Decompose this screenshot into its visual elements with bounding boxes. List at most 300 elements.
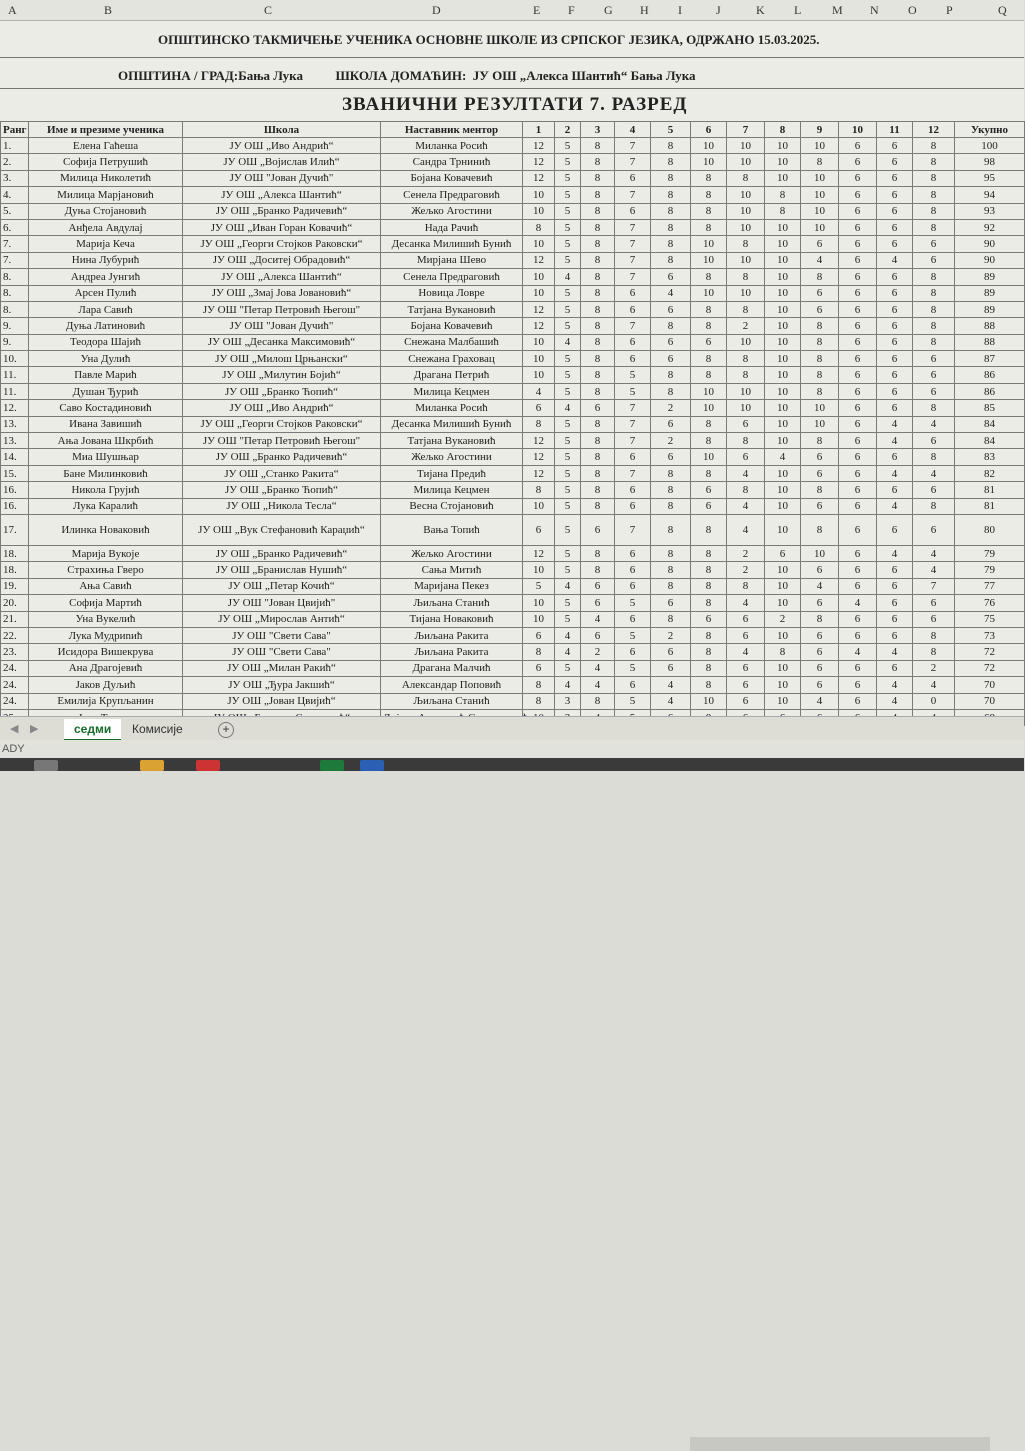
next-sheet-icon[interactable]: ▶ <box>30 722 39 735</box>
table-cell[interactable]: 4 <box>913 416 955 432</box>
table-cell[interactable]: ЈУ ОШ „Милутин Бојић“ <box>183 367 381 383</box>
table-cell[interactable]: 8 <box>801 351 839 367</box>
table-cell[interactable]: 6 <box>877 400 913 416</box>
table-cell[interactable]: 5 <box>523 578 555 594</box>
table-cell[interactable]: 8 <box>727 433 765 449</box>
column-letter[interactable]: K <box>756 3 765 17</box>
table-cell[interactable]: Сенела Предраговић <box>381 187 523 203</box>
table-cell[interactable]: 8 <box>913 498 955 514</box>
table-cell[interactable]: 10 <box>523 595 555 611</box>
table-cell[interactable]: Снежана Малбашић <box>381 334 523 350</box>
column-header[interactable]: 3 <box>581 122 615 138</box>
table-cell[interactable]: 8 <box>691 187 727 203</box>
table-cell[interactable]: 12 <box>523 465 555 481</box>
column-header[interactable]: 12 <box>913 122 955 138</box>
table-cell[interactable]: 6 <box>839 187 877 203</box>
table-cell[interactable]: 4 <box>581 677 615 693</box>
table-cell[interactable]: 8 <box>581 138 615 154</box>
table-cell[interactable]: 7 <box>913 578 955 594</box>
table-cell[interactable]: ЈУ ОШ "Јован Дучић" <box>183 170 381 186</box>
table-cell[interactable]: 8 <box>581 367 615 383</box>
table-cell[interactable]: 10. <box>1 351 29 367</box>
table-cell[interactable]: 4 <box>801 252 839 268</box>
table-cell[interactable]: 8 <box>765 203 801 219</box>
table-cell[interactable]: 8 <box>581 219 615 235</box>
table-cell[interactable]: 10 <box>523 498 555 514</box>
table-cell[interactable]: 6 <box>877 301 913 317</box>
table-cell[interactable]: 4 <box>523 383 555 399</box>
table-cell[interactable]: Жељко Агостини <box>381 449 523 465</box>
column-letter[interactable]: M <box>832 3 843 17</box>
table-cell[interactable]: 16. <box>1 482 29 498</box>
table-cell[interactable]: 9. <box>1 334 29 350</box>
table-cell[interactable]: 8 <box>727 301 765 317</box>
table-cell[interactable]: 8 <box>801 318 839 334</box>
table-cell[interactable]: 8 <box>913 154 955 170</box>
table-cell[interactable]: 7 <box>615 416 651 432</box>
table-cell[interactable]: 6 <box>877 154 913 170</box>
table-cell[interactable]: 2 <box>651 400 691 416</box>
table-cell[interactable]: Татјана Вукановић <box>381 301 523 317</box>
table-cell[interactable]: 7 <box>615 269 651 285</box>
table-cell[interactable]: Лука Каралић <box>29 498 183 514</box>
table-cell[interactable]: 15. <box>1 465 29 481</box>
table-cell[interactable]: 6 <box>839 203 877 219</box>
table-cell[interactable]: 79 <box>955 562 1025 578</box>
table-cell[interactable]: 8 <box>581 301 615 317</box>
table-cell[interactable]: ЈУ ОШ „Бранко Ћопић“ <box>183 482 381 498</box>
table-cell[interactable]: 10 <box>691 400 727 416</box>
table-cell[interactable]: 8 <box>651 578 691 594</box>
table-cell[interactable]: Тијана Новаковић <box>381 611 523 627</box>
column-header[interactable]: 11 <box>877 122 913 138</box>
table-cell[interactable]: 10 <box>727 334 765 350</box>
table-cell[interactable]: 10 <box>765 252 801 268</box>
table-cell[interactable]: 6 <box>651 660 691 676</box>
table-cell[interactable]: 8 <box>913 644 955 660</box>
table-cell[interactable]: 6 <box>651 334 691 350</box>
table-cell[interactable]: 7 <box>615 514 651 545</box>
table-cell[interactable]: 6 <box>839 252 877 268</box>
table-cell[interactable]: 6 <box>913 367 955 383</box>
table-cell[interactable]: 6 <box>913 611 955 627</box>
table-cell[interactable]: 7 <box>615 465 651 481</box>
table-cell[interactable]: 4 <box>877 693 913 709</box>
table-cell[interactable]: 6 <box>913 433 955 449</box>
table-cell[interactable]: 8 <box>913 318 955 334</box>
table-cell[interactable]: 2 <box>913 660 955 676</box>
table-cell[interactable]: 87 <box>955 351 1025 367</box>
table-cell[interactable]: 10 <box>523 285 555 301</box>
table-cell[interactable]: 10 <box>765 219 801 235</box>
table-cell[interactable]: 8 <box>581 562 615 578</box>
table-cell[interactable]: 6 <box>839 170 877 186</box>
table-cell[interactable]: 4 <box>801 578 839 594</box>
table-cell[interactable]: 10 <box>801 400 839 416</box>
table-cell[interactable]: 4 <box>581 660 615 676</box>
table-cell[interactable]: ЈУ ОШ „Десанка Максимовић“ <box>183 334 381 350</box>
table-cell[interactable]: 8 <box>691 465 727 481</box>
table-cell[interactable]: 8 <box>913 449 955 465</box>
table-cell[interactable]: 6 <box>691 482 727 498</box>
table-cell[interactable]: 8 <box>913 400 955 416</box>
table-cell[interactable]: 5. <box>1 203 29 219</box>
table-cell[interactable]: 4 <box>913 562 955 578</box>
table-cell[interactable]: 10 <box>691 383 727 399</box>
table-cell[interactable]: 10 <box>691 693 727 709</box>
table-cell[interactable]: 6 <box>801 595 839 611</box>
table-cell[interactable]: 8 <box>801 611 839 627</box>
table-cell[interactable]: 4 <box>877 545 913 561</box>
table-cell[interactable]: 8 <box>691 219 727 235</box>
column-header[interactable]: Школа <box>183 122 381 138</box>
table-cell[interactable]: 10 <box>523 562 555 578</box>
table-cell[interactable]: 98 <box>955 154 1025 170</box>
table-cell[interactable]: 4 <box>581 611 615 627</box>
table-cell[interactable]: Бане Милинковић <box>29 465 183 481</box>
table-cell[interactable]: 10 <box>691 252 727 268</box>
table-cell[interactable]: 5 <box>615 383 651 399</box>
table-cell[interactable]: 72 <box>955 644 1025 660</box>
table-cell[interactable]: 6 <box>801 677 839 693</box>
add-sheet-button[interactable]: + <box>218 722 234 738</box>
table-cell[interactable]: 8 <box>691 203 727 219</box>
table-cell[interactable]: Десанка Милишић Бунић <box>381 416 523 432</box>
table-cell[interactable]: Александар Поповић <box>381 677 523 693</box>
table-cell[interactable]: 10 <box>727 187 765 203</box>
table-cell[interactable]: 8 <box>691 416 727 432</box>
taskbar-folder-icon[interactable] <box>140 760 164 771</box>
table-cell[interactable]: 5 <box>555 252 581 268</box>
table-cell[interactable]: 8 <box>727 578 765 594</box>
table-cell[interactable]: 6 <box>801 562 839 578</box>
table-cell[interactable]: 5 <box>555 367 581 383</box>
table-cell[interactable]: 6 <box>877 611 913 627</box>
table-cell[interactable]: 4 <box>555 334 581 350</box>
table-cell[interactable]: 10 <box>765 367 801 383</box>
table-cell[interactable]: 6 <box>839 627 877 643</box>
table-cell[interactable]: 6 <box>691 498 727 514</box>
column-letter[interactable]: H <box>640 3 649 17</box>
table-cell[interactable]: 10 <box>765 595 801 611</box>
table-cell[interactable]: 4 <box>651 677 691 693</box>
table-cell[interactable]: 12 <box>523 138 555 154</box>
table-cell[interactable]: Весна Стојановић <box>381 498 523 514</box>
table-cell[interactable]: 10 <box>765 693 801 709</box>
spreadsheet-grid[interactable] <box>0 0 1024 716</box>
table-cell[interactable]: 6 <box>839 269 877 285</box>
table-cell[interactable]: 8 <box>801 482 839 498</box>
table-cell[interactable]: 7 <box>615 433 651 449</box>
table-cell[interactable]: 8 <box>913 627 955 643</box>
table-cell[interactable]: 10 <box>765 627 801 643</box>
table-cell[interactable]: 5 <box>555 219 581 235</box>
table-cell[interactable]: Лара Савић <box>29 301 183 317</box>
table-cell[interactable]: 2 <box>727 318 765 334</box>
column-letter[interactable]: D <box>432 3 441 17</box>
table-cell[interactable]: ЈУ ОШ „Јован Цвијић“ <box>183 693 381 709</box>
table-cell[interactable]: 10 <box>523 269 555 285</box>
table-cell[interactable]: 8 <box>691 269 727 285</box>
table-cell[interactable]: 10 <box>765 383 801 399</box>
table-cell[interactable]: 6 <box>913 514 955 545</box>
table-cell[interactable]: 10 <box>523 351 555 367</box>
table-cell[interactable]: 8 <box>651 187 691 203</box>
table-cell[interactable]: 6 <box>877 482 913 498</box>
table-cell[interactable]: 83 <box>955 449 1025 465</box>
table-cell[interactable]: 4 <box>727 498 765 514</box>
table-cell[interactable]: 24. <box>1 693 29 709</box>
table-cell[interactable]: 6 <box>839 351 877 367</box>
table-cell[interactable]: 12 <box>523 449 555 465</box>
table-cell[interactable]: 5 <box>555 562 581 578</box>
table-cell[interactable]: 8 <box>581 416 615 432</box>
table-cell[interactable]: 6 <box>839 611 877 627</box>
column-letter[interactable]: G <box>604 3 613 17</box>
table-cell[interactable]: 10 <box>801 203 839 219</box>
table-cell[interactable]: 6 <box>913 351 955 367</box>
table-cell[interactable]: 5 <box>555 203 581 219</box>
table-cell[interactable]: 4 <box>727 514 765 545</box>
table-cell[interactable]: 13. <box>1 416 29 432</box>
table-cell[interactable]: 4 <box>555 644 581 660</box>
table-cell[interactable]: 7 <box>615 138 651 154</box>
table-cell[interactable]: 8 <box>581 187 615 203</box>
table-cell[interactable]: Страхиња Гверо <box>29 562 183 578</box>
table-cell[interactable]: 6 <box>877 318 913 334</box>
table-cell[interactable]: 12 <box>523 318 555 334</box>
table-cell[interactable]: Уна Дулић <box>29 351 183 367</box>
table-cell[interactable]: 1. <box>1 138 29 154</box>
table-cell[interactable]: 8 <box>581 545 615 561</box>
table-cell[interactable]: Теодора Шајић <box>29 334 183 350</box>
table-cell[interactable]: ЈУ ОШ „Алекса Шантић“ <box>183 187 381 203</box>
table-cell[interactable]: 7 <box>615 318 651 334</box>
table-cell[interactable]: ЈУ ОШ „Георги Стојков Раковски“ <box>183 236 381 252</box>
table-cell[interactable]: 84 <box>955 433 1025 449</box>
table-cell[interactable]: ЈУ ОШ „Петар Кочић“ <box>183 578 381 594</box>
table-cell[interactable]: Саво Костадиновић <box>29 400 183 416</box>
table-cell[interactable]: 8 <box>691 433 727 449</box>
table-cell[interactable]: 8 <box>651 154 691 170</box>
table-cell[interactable]: Милица Марјановић <box>29 187 183 203</box>
table-cell[interactable]: 8 <box>727 236 765 252</box>
table-cell[interactable]: 6 <box>839 416 877 432</box>
table-cell[interactable]: Марија Кеча <box>29 236 183 252</box>
table-cell[interactable]: 10 <box>765 514 801 545</box>
column-letter[interactable]: E <box>533 3 541 17</box>
table-cell[interactable]: ЈУ ОШ „Иво Андрић“ <box>183 400 381 416</box>
table-cell[interactable]: 6 <box>615 203 651 219</box>
table-cell[interactable]: 4 <box>877 465 913 481</box>
table-cell[interactable]: 2 <box>651 627 691 643</box>
table-cell[interactable]: Дуња Стојановић <box>29 203 183 219</box>
table-cell[interactable]: 8 <box>691 367 727 383</box>
table-cell[interactable]: Марија Вукоје <box>29 545 183 561</box>
table-cell[interactable]: 8 <box>691 170 727 186</box>
table-cell[interactable]: 6 <box>839 383 877 399</box>
table-cell[interactable]: Мирјана Шево <box>381 252 523 268</box>
table-cell[interactable]: ЈУ ОШ „Бранко Радичевић“ <box>183 545 381 561</box>
column-header[interactable]: 5 <box>651 122 691 138</box>
table-cell[interactable]: Милица Кецмен <box>381 482 523 498</box>
table-cell[interactable]: ЈУ ОШ „Станко Ракита“ <box>183 465 381 481</box>
table-cell[interactable]: Маријана Пекез <box>381 578 523 594</box>
taskbar-word-icon[interactable] <box>360 760 384 771</box>
table-cell[interactable]: 8 <box>581 252 615 268</box>
table-cell[interactable]: 11. <box>1 367 29 383</box>
table-cell[interactable]: 4 <box>651 285 691 301</box>
table-cell[interactable]: 6 <box>839 367 877 383</box>
table-cell[interactable]: 6 <box>877 514 913 545</box>
table-cell[interactable]: 5 <box>555 545 581 561</box>
table-cell[interactable]: Софија Мартић <box>29 595 183 611</box>
table-cell[interactable]: 8 <box>523 482 555 498</box>
table-cell[interactable]: Ања Јована Шкрбић <box>29 433 183 449</box>
table-cell[interactable]: Арсен Пулић <box>29 285 183 301</box>
column-letter[interactable]: A <box>8 3 17 17</box>
table-cell[interactable]: 8 <box>801 514 839 545</box>
table-cell[interactable]: 8 <box>801 367 839 383</box>
table-cell[interactable]: 8 <box>581 236 615 252</box>
column-header[interactable]: Укупно <box>955 122 1025 138</box>
table-cell[interactable]: 6 <box>581 514 615 545</box>
table-cell[interactable]: 10 <box>523 334 555 350</box>
table-cell[interactable]: 6 <box>877 449 913 465</box>
table-cell[interactable]: 19. <box>1 578 29 594</box>
table-cell[interactable]: 6 <box>651 269 691 285</box>
table-cell[interactable]: Нада Рачић <box>381 219 523 235</box>
table-cell[interactable]: 8 <box>913 203 955 219</box>
table-cell[interactable]: 8 <box>651 545 691 561</box>
table-cell[interactable]: 8 <box>801 383 839 399</box>
table-cell[interactable]: Милица Николетић <box>29 170 183 186</box>
table-cell[interactable]: 10 <box>765 236 801 252</box>
table-cell[interactable]: 6 <box>615 578 651 594</box>
table-cell[interactable]: 10 <box>765 578 801 594</box>
table-cell[interactable]: 8 <box>727 351 765 367</box>
table-cell[interactable]: 6 <box>839 219 877 235</box>
table-cell[interactable]: 10 <box>765 400 801 416</box>
table-cell[interactable]: 8 <box>913 285 955 301</box>
table-cell[interactable]: 0 <box>913 693 955 709</box>
table-cell[interactable]: Сања Митић <box>381 562 523 578</box>
column-header[interactable]: 2 <box>555 122 581 138</box>
table-cell[interactable]: 6 <box>615 482 651 498</box>
table-cell[interactable]: 8 <box>691 301 727 317</box>
table-cell[interactable]: 6 <box>839 433 877 449</box>
table-cell[interactable]: 6 <box>615 351 651 367</box>
table-cell[interactable]: ЈУ ОШ "Петар Петровић Његош" <box>183 433 381 449</box>
table-cell[interactable]: 6 <box>523 400 555 416</box>
table-cell[interactable]: 8 <box>651 318 691 334</box>
table-cell[interactable]: 10 <box>727 383 765 399</box>
table-cell[interactable]: 8 <box>651 236 691 252</box>
table-cell[interactable]: 10 <box>765 433 801 449</box>
table-cell[interactable]: 6 <box>839 285 877 301</box>
table-cell[interactable]: 6 <box>651 351 691 367</box>
table-cell[interactable]: 8 <box>581 433 615 449</box>
table-cell[interactable]: 89 <box>955 269 1025 285</box>
column-letter[interactable]: B <box>104 3 113 17</box>
table-cell[interactable]: 8 <box>727 367 765 383</box>
table-cell[interactable]: ЈУ ОШ „Змај Јова Јовановић“ <box>183 285 381 301</box>
table-cell[interactable]: Драгана Малчић <box>381 660 523 676</box>
table-cell[interactable]: ЈУ ОШ „Бранко Радичевић“ <box>183 449 381 465</box>
table-cell[interactable]: ЈУ ОШ „Георги Стојков Раковски“ <box>183 416 381 432</box>
table-cell[interactable]: 2 <box>581 644 615 660</box>
table-cell[interactable]: 4 <box>877 433 913 449</box>
table-cell[interactable]: Љиљана Станић <box>381 595 523 611</box>
table-cell[interactable]: Љиљана Ракита <box>381 627 523 643</box>
table-cell[interactable]: 6 <box>801 236 839 252</box>
table-cell[interactable]: 5 <box>555 595 581 611</box>
table-cell[interactable]: 2. <box>1 154 29 170</box>
table-cell[interactable]: 6 <box>877 170 913 186</box>
table-cell[interactable]: 10 <box>765 318 801 334</box>
table-cell[interactable]: 10 <box>765 562 801 578</box>
table-cell[interactable]: 10 <box>727 219 765 235</box>
table-cell[interactable]: 5 <box>555 660 581 676</box>
table-cell[interactable]: 6 <box>877 203 913 219</box>
table-cell[interactable]: 5 <box>555 138 581 154</box>
table-cell[interactable]: 9. <box>1 318 29 334</box>
table-cell[interactable]: 8. <box>1 285 29 301</box>
table-cell[interactable]: 76 <box>955 595 1025 611</box>
table-cell[interactable]: 5 <box>615 367 651 383</box>
table-cell[interactable]: 14. <box>1 449 29 465</box>
table-cell[interactable]: 8 <box>651 383 691 399</box>
table-cell[interactable]: 20. <box>1 595 29 611</box>
table-cell[interactable]: Татјана Вукановић <box>381 433 523 449</box>
table-cell[interactable]: 12 <box>523 545 555 561</box>
table-cell[interactable]: 10 <box>523 236 555 252</box>
table-cell[interactable]: 10 <box>765 170 801 186</box>
table-cell[interactable]: 6 <box>839 498 877 514</box>
table-cell[interactable]: 4 <box>555 677 581 693</box>
table-cell[interactable]: 12 <box>523 301 555 317</box>
table-cell[interactable]: 6 <box>839 301 877 317</box>
table-cell[interactable]: 8 <box>913 301 955 317</box>
table-cell[interactable]: 6 <box>839 693 877 709</box>
table-cell[interactable]: 5 <box>555 514 581 545</box>
table-cell[interactable]: 95 <box>955 170 1025 186</box>
table-cell[interactable]: 4 <box>555 400 581 416</box>
table-cell[interactable]: 6 <box>727 611 765 627</box>
table-cell[interactable]: Миа Шушњар <box>29 449 183 465</box>
table-cell[interactable]: 2 <box>727 562 765 578</box>
table-cell[interactable]: 6 <box>581 595 615 611</box>
table-cell[interactable]: 6 <box>839 334 877 350</box>
table-cell[interactable]: 8 <box>581 693 615 709</box>
table-cell[interactable]: 8 <box>651 219 691 235</box>
table-cell[interactable]: 8 <box>691 644 727 660</box>
table-cell[interactable]: 10 <box>765 465 801 481</box>
table-cell[interactable]: 10 <box>691 138 727 154</box>
table-cell[interactable]: Вања Топић <box>381 514 523 545</box>
table-cell[interactable]: 6 <box>801 449 839 465</box>
table-cell[interactable]: Елена Гаћеша <box>29 138 183 154</box>
table-cell[interactable]: 8 <box>691 660 727 676</box>
table-cell[interactable]: 5 <box>615 595 651 611</box>
table-cell[interactable]: 4 <box>877 677 913 693</box>
table-cell[interactable]: 5 <box>555 236 581 252</box>
table-cell[interactable]: 6 <box>727 693 765 709</box>
table-cell[interactable]: Милица Кецмен <box>381 383 523 399</box>
table-cell[interactable]: 6 <box>727 416 765 432</box>
table-cell[interactable]: Снежана Граховац <box>381 351 523 367</box>
table-cell[interactable]: 84 <box>955 416 1025 432</box>
